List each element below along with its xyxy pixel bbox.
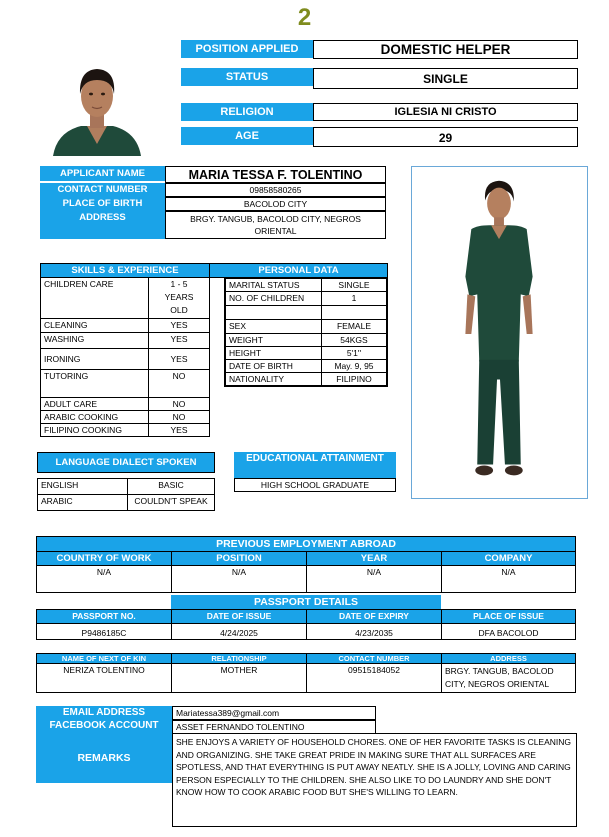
status-label: STATUS (181, 68, 313, 86)
facebook-label: FACEBOOK ACCOUNT (36, 719, 172, 733)
remarks-label: REMARKS (36, 733, 172, 783)
personal-value: 5'1'' (322, 347, 387, 360)
employment-col-year: YEAR (307, 552, 442, 566)
next-of-kin-table (36, 653, 576, 693)
employment-cell: N/A (442, 566, 576, 593)
email-value: Mariatessa389@gmail.com (172, 706, 376, 720)
personal-value: 1 (322, 292, 387, 306)
contact-number-label: CONTACT NUMBER (40, 183, 165, 197)
personal-label: MARITAL STATUS (226, 279, 322, 292)
skills-header: SKILLS & EXPERIENCE (41, 264, 210, 278)
kin-col-relationship: RELATIONSHIP (172, 654, 307, 664)
personal-data-table (210, 263, 388, 387)
skill-label: ADULT CARE (41, 398, 149, 411)
language-level: BASIC (128, 479, 215, 495)
kin-cell: BRGY. TANGUB, BACOLOD CITY, NEGROS ORIENTAL (442, 664, 576, 693)
language-name: ENGLISH (38, 479, 128, 495)
religion-label: RELIGION (181, 103, 313, 121)
place-of-birth-value: BACOLOD CITY (165, 197, 386, 211)
position-applied-value: DOMESTIC HELPER (313, 40, 578, 59)
skill-value: YES (149, 333, 210, 349)
skill-value: NO (149, 398, 210, 411)
employment-header: PREVIOUS EMPLOYMENT ABROAD (37, 537, 576, 552)
employment-cell: N/A (307, 566, 442, 593)
personal-inner-table (225, 278, 387, 386)
language-level: COULDN'T SPEAK (128, 495, 215, 511)
personal-label: HEIGHT (226, 347, 322, 360)
education-header: EDUCATIONAL ATTAINMENT (234, 452, 396, 478)
place-of-birth-label: PLACE OF BIRTH (40, 197, 165, 211)
personal-header: PERSONAL DATA (210, 264, 388, 278)
employment-cell: N/A (37, 566, 172, 593)
personal-label: NO. OF CHILDREN (226, 292, 322, 306)
skill-value: NO (149, 370, 210, 398)
remarks-text: SHE ENJOYS A VARIETY OF HOUSEHOLD CHORES. ONE OF HER FAVORITE TASKS IS CLEANING AND ORGANIZING. SHE TAKE GREAT PRIDE IN MAKING SURE THAT ALL SURFACES ARE SPOTLESS, AND THAT EVERYTHING IS PUT AWAY NEATLY. SHE IS A JOLLY, LOVING AND CARING PERSON ESPECIALLY TO THE CHILDREN. SHE ALSO LIKE TO DO LAUNDRY AND SHE DON'T KNOW HOW TO COOK ARABIC FOOD BUT SHE'S WILLING TO LEARN. (172, 733, 577, 827)
facebook-value: ASSET FERNANDO TOLENTINO (172, 720, 376, 734)
personal-value: SINGLE (322, 279, 387, 292)
kin-cell: 09515184052 (307, 664, 442, 693)
status-value: SINGLE (313, 68, 578, 89)
applicant-full-body-photo (411, 166, 588, 499)
position-applied-label: POSITION APPLIED (181, 40, 313, 58)
skill-label: IRONING (41, 349, 149, 370)
passport-cell: DFA BACOLOD (442, 624, 576, 640)
passport-table (36, 609, 576, 640)
personal-value: 54KGS (322, 334, 387, 347)
skills-experience-table (40, 263, 210, 437)
passport-cell: P9486185C (37, 624, 172, 640)
passport-cell: 4/24/2025 (172, 624, 307, 640)
personal-label: WEIGHT (226, 334, 322, 347)
applicant-name-label: APPLICANT NAME (40, 166, 165, 181)
kin-col-contact: CONTACT NUMBER (307, 654, 442, 664)
email-label: EMAIL ADDRESS (36, 706, 172, 719)
age-label: AGE (181, 127, 313, 145)
personal-value: FILIPINO (322, 373, 387, 386)
skill-label: CLEANING (41, 319, 149, 333)
kin-cell: MOTHER (172, 664, 307, 693)
applicant-name-value: MARIA TESSA F. TOLENTINO (165, 166, 386, 183)
employment-col-position: POSITION (172, 552, 307, 566)
passport-col-number: PASSPORT NO. (37, 610, 172, 624)
skill-label: WASHING (41, 333, 149, 349)
personal-value: May. 9, 95 (322, 360, 387, 373)
age-value: 29 (313, 127, 578, 147)
kin-col-address: ADDRESS (442, 654, 576, 664)
skill-label: ARABIC COOKING (41, 411, 149, 424)
kin-col-name: NAME OF NEXT OF KIN (37, 654, 172, 664)
employment-table (36, 536, 576, 593)
skill-value: NO (149, 411, 210, 424)
skill-value: YES (149, 424, 210, 437)
skill-value: 1 - 5 YEARS OLD (149, 278, 210, 319)
employment-cell: N/A (172, 566, 307, 593)
address-label: ADDRESS (40, 211, 165, 239)
passport-col-expiry: DATE OF EXPIRY (307, 610, 442, 624)
personal-label: NATIONALITY (226, 373, 322, 386)
applicant-headshot-photo (45, 60, 149, 156)
personal-label: DATE OF BIRTH (226, 360, 322, 373)
personal-label: SEX (226, 320, 322, 334)
religion-value: IGLESIA NI CRISTO (313, 103, 578, 121)
skill-label: TUTORING (41, 370, 149, 398)
skill-value: YES (149, 319, 210, 333)
employment-col-company: COMPANY (442, 552, 576, 566)
address-value: BRGY. TANGUB, BACOLOD CITY, NEGROS ORIENTAL (165, 211, 386, 239)
language-header: LANGUAGE DIALECT SPOKEN (38, 453, 215, 473)
personal-value: FEMALE (322, 320, 387, 334)
language-table (37, 452, 215, 511)
passport-cell: 4/23/2035 (307, 624, 442, 640)
contact-number-value: 09858580265 (165, 183, 386, 197)
kin-cell: NERIZA TOLENTINO (37, 664, 172, 693)
passport-col-issue: DATE OF ISSUE (172, 610, 307, 624)
skill-label: FILIPINO COOKING (41, 424, 149, 437)
passport-header: PASSPORT DETAILS (171, 595, 441, 609)
language-name: ARABIC (38, 495, 128, 511)
skill-value: YES (149, 349, 210, 370)
passport-col-place: PLACE OF ISSUE (442, 610, 576, 624)
education-value: HIGH SCHOOL GRADUATE (234, 478, 396, 492)
skill-label: CHILDREN CARE (41, 278, 149, 319)
page-number: 2 (297, 4, 312, 31)
employment-col-country: COUNTRY OF WORK (37, 552, 172, 566)
